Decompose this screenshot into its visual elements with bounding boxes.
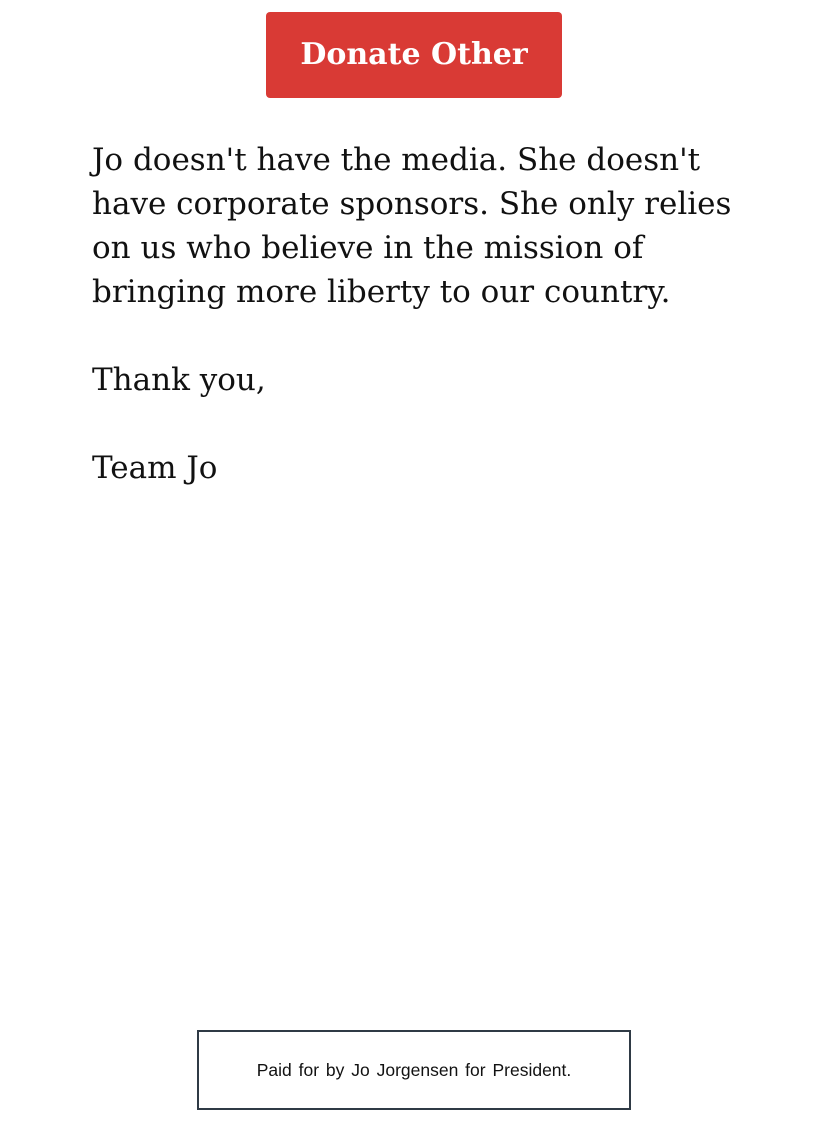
donate-button-container bbox=[0, 12, 828, 98]
paid-for-disclaimer-box bbox=[197, 1030, 631, 1110]
sign-off: Thank you, bbox=[92, 362, 266, 398]
body-paragraph: Jo doesn't have the media. She doesn't have corporate sponsors. She only relies on us who believe in the mission of bringing more liberty to our country. bbox=[92, 142, 732, 310]
donate-other-button[interactable]: Donate Other bbox=[266, 12, 562, 98]
signature: Team Jo bbox=[92, 450, 218, 486]
email-body bbox=[92, 138, 732, 490]
paid-for-disclaimer: Paid for by Jo Jorgensen for President. bbox=[256, 1059, 572, 1080]
